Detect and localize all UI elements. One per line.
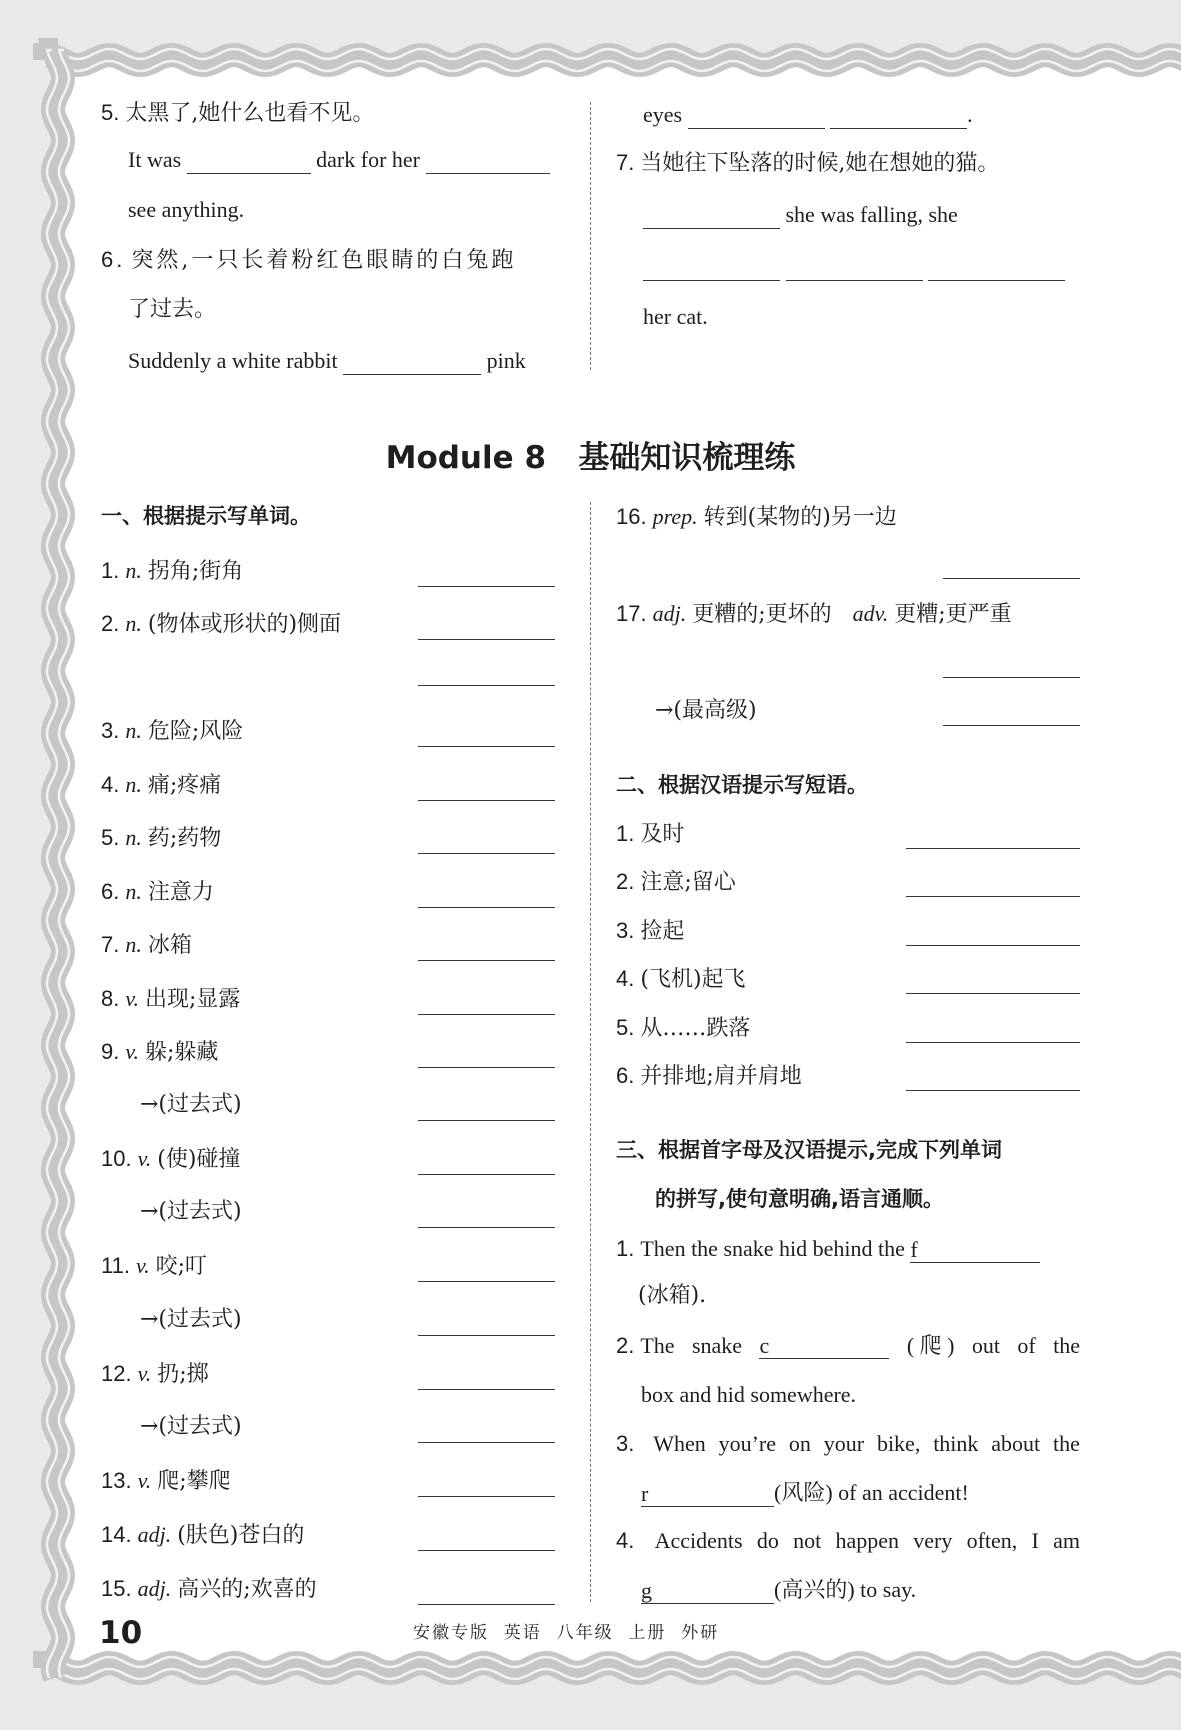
part-of-speech: v. (125, 1039, 139, 1064)
phrase-hint: 并排地;肩并肩地 (640, 1064, 802, 1089)
item-number: 14. (101, 1522, 132, 1547)
answer-blank[interactable] (830, 102, 967, 129)
item-meaning: 痛;疼痛 (147, 773, 222, 798)
question-7-english-cont: her cat. (643, 304, 708, 329)
answer-blank[interactable] (187, 147, 311, 174)
answer-line[interactable] (943, 578, 1080, 579)
item-meaning: 高兴的;欢喜的 (177, 1577, 317, 1602)
item-number: 8. (101, 986, 120, 1011)
question-7-chinese: 7. 当她往下坠落的时候,她在想她的猫。 (616, 150, 1000, 176)
answer-line[interactable] (418, 1281, 555, 1282)
part3-heading-cont: 的拼写,使句意明确,语言通顺。 (655, 1187, 944, 1211)
vocab-item-6 (101, 878, 214, 906)
vocab-item-2 (101, 610, 341, 638)
part3-question-2: 2. The snake c ( 爬 ) out of the (616, 1333, 1080, 1358)
item-meaning: 药;药物 (147, 826, 222, 851)
part3-question-1: 1. Then the snake hid behind the f (616, 1235, 1040, 1263)
word: not (793, 1528, 822, 1553)
item-meaning: 冰箱 (147, 933, 192, 958)
answer-blank[interactable] (343, 348, 481, 375)
answer-line[interactable] (418, 1120, 555, 1121)
item-number: 11. (101, 1253, 130, 1278)
vocab-item-15 (101, 1575, 317, 1603)
part-of-speech: n. (125, 611, 142, 636)
item-meaning: (使)碰撞 (157, 1147, 241, 1172)
vocab-item-17: 17. adj. 更糟的;更坏的 adv. 更糟;更严重 (616, 601, 1012, 627)
part3-question-2-cont: box and hid somewhere. (641, 1382, 857, 1407)
vocab-item-8 (101, 985, 240, 1013)
past-tense-label: →(过去式) (140, 1414, 242, 1439)
word: I (1031, 1528, 1039, 1553)
part3-question-4: 4. Accidents do not happen very often, I am (616, 1528, 1080, 1553)
part2-heading: 二、根据汉语提示写短语。 (616, 773, 868, 797)
vocab-item-7 (101, 931, 192, 959)
vocab-item-13 (101, 1467, 231, 1495)
part3-question-3: 3. When you’re on your bike, think about the (616, 1431, 1080, 1456)
part-of-speech: n. (125, 879, 142, 904)
item-number: 10. (101, 1146, 132, 1171)
part-of-speech: v. (137, 1361, 152, 1386)
answer-blank[interactable] (643, 254, 780, 281)
word: your (823, 1431, 865, 1456)
page-number: 10 (99, 1615, 143, 1651)
answer-line[interactable] (906, 1042, 1080, 1043)
answer-line[interactable] (418, 800, 555, 801)
item-number: 7. (101, 932, 120, 957)
word: do (756, 1528, 779, 1553)
answer-line[interactable] (418, 1389, 555, 1390)
page-title: Module 8 基础知识梳理练 (385, 440, 796, 476)
word: on (788, 1431, 811, 1456)
item-number: 3. (101, 718, 120, 743)
answer-line[interactable] (906, 945, 1080, 946)
item-number: 6. (616, 1063, 635, 1088)
part3-heading: 三、根据首字母及汉语提示,完成下列单词 (616, 1138, 1002, 1162)
part-of-speech: n. (125, 825, 142, 850)
answer-blank[interactable] (688, 102, 825, 129)
item-meaning: 注意力 (147, 880, 214, 905)
part3-question-4-cont: g (高兴的) to say. (641, 1577, 917, 1603)
item-meaning: 危险;风险 (147, 719, 244, 744)
item-number: 15. (101, 1576, 132, 1601)
word: very (913, 1528, 953, 1553)
column-divider-main (590, 502, 591, 1602)
answer-line[interactable] (418, 1067, 555, 1068)
phrase-hint: (飞机)起飞 (640, 967, 746, 992)
answer-line[interactable] (943, 677, 1080, 678)
answer-line[interactable] (418, 1604, 555, 1605)
past-tense-label: →(过去式) (140, 1199, 242, 1224)
answer-line[interactable] (906, 848, 1080, 849)
phrase-item-4 (616, 965, 746, 993)
part-of-speech: n. (125, 772, 142, 797)
word: Accidents (654, 1528, 743, 1553)
past-tense-label: →(过去式) (140, 1092, 242, 1117)
item-number: 5. (616, 1015, 635, 1040)
vocab-item-12 (101, 1360, 209, 1388)
answer-line[interactable] (418, 1442, 555, 1443)
item-meaning: (肤色)苍白的 (177, 1523, 305, 1548)
item-meaning: 出现;显露 (145, 987, 241, 1012)
answer-line[interactable] (906, 1090, 1080, 1091)
phrase-hint: 及时 (640, 822, 685, 847)
part-of-speech: n. (125, 932, 142, 957)
answer-blank[interactable]: r (641, 1480, 774, 1507)
item-number: 13. (101, 1468, 132, 1493)
answer-line[interactable] (418, 853, 555, 854)
word: happen (835, 1528, 899, 1553)
answer-line[interactable] (418, 586, 555, 587)
phrase-item-1 (616, 820, 684, 848)
vocab-item-17-superlative: →(最高级) (655, 698, 757, 723)
item-meaning: 咬;叮 (155, 1254, 208, 1279)
word: the (1053, 1431, 1080, 1456)
word: think (933, 1431, 979, 1456)
item-number: 6. (101, 879, 120, 904)
phrase-hint: 捡起 (640, 919, 685, 944)
question-6-english-cont: eyes . (643, 102, 973, 127)
item-meaning: 爬;攀爬 (157, 1469, 231, 1494)
question-5-english: It was dark for her (128, 146, 550, 174)
item-number: 4. (101, 772, 120, 797)
answer-line[interactable] (418, 1227, 555, 1228)
phrase-item-3 (616, 917, 684, 945)
question-5-english-cont: see anything. (128, 197, 245, 222)
item-number: 1. (101, 558, 120, 583)
item-meaning: (物体或形状的)侧面 (147, 612, 342, 637)
item-meaning: 扔;掷 (157, 1362, 209, 1387)
word: When (653, 1431, 706, 1456)
phrase-item-6 (616, 1062, 802, 1090)
answer-line[interactable] (418, 1496, 555, 1497)
part-of-speech: n. (125, 718, 142, 743)
part-of-speech: v. (125, 986, 139, 1011)
vocab-item-3 (101, 717, 243, 745)
answer-line[interactable] (418, 960, 555, 961)
item-number: 12. (101, 1361, 132, 1386)
question-6-english: Suddenly a white rabbit pink (128, 348, 526, 373)
phrase-hint: 注意;留心 (640, 870, 736, 895)
vocab-item-4 (101, 771, 221, 799)
word: you’re (718, 1431, 777, 1456)
item-number: 2. (101, 611, 120, 636)
answer-line[interactable] (418, 1174, 555, 1175)
part1-heading: 一、根据提示写单词。 (101, 504, 311, 528)
answer-line[interactable] (418, 1550, 555, 1551)
past-tense-label: →(过去式) (140, 1307, 242, 1332)
question-6-chinese: 6. 突然,一只长着粉红色眼睛的白兔跑 (101, 247, 517, 273)
part-of-speech: v. (135, 1253, 150, 1278)
item-number: 1. (616, 821, 635, 846)
phrase-item-2 (616, 868, 736, 896)
answer-line[interactable] (418, 685, 555, 686)
answer-line[interactable] (418, 1335, 555, 1336)
part3-question-1-cont: (冰箱). (638, 1283, 707, 1308)
vocab-item-5 (101, 824, 221, 852)
part3-question-3-cont: r (风险) of an accident! (641, 1480, 969, 1506)
question-7-english: she was falling, she (643, 201, 958, 229)
vocab-item-10 (101, 1145, 240, 1173)
phrase-item-5 (616, 1014, 750, 1042)
item-number: 3. (616, 918, 635, 943)
word: am (1053, 1528, 1080, 1553)
vocab-item-14 (101, 1521, 304, 1549)
answer-blank[interactable]: g (641, 1577, 774, 1604)
answer-line[interactable] (943, 725, 1080, 726)
item-number: 4. (616, 966, 635, 991)
column-divider-top (590, 102, 591, 370)
item-meaning: 躲;躲藏 (145, 1040, 219, 1065)
answer-blank[interactable]: c (759, 1332, 889, 1359)
answer-blank[interactable] (426, 147, 550, 174)
word: about (991, 1431, 1041, 1456)
answer-line[interactable] (906, 993, 1080, 994)
vocab-item-9 (101, 1038, 218, 1066)
question-7-blanks (643, 253, 1065, 281)
question-5-chinese: 5. 太黑了,她什么也看不见。 (101, 100, 375, 126)
phrase-hint: 从……跌落 (640, 1016, 751, 1041)
word: bike, (876, 1431, 921, 1456)
answer-blank[interactable] (928, 254, 1065, 281)
footer-book-info: 安徽专版 英语 八年级 上册 外研 (413, 1623, 720, 1643)
question-6-chinese-cont: 了过去。 (128, 297, 217, 322)
part-of-speech: adj. (137, 1522, 172, 1547)
answer-line[interactable] (418, 907, 555, 908)
item-number: 5. (101, 825, 120, 850)
answer-line[interactable] (418, 1014, 555, 1015)
item-number: 2. (616, 869, 635, 894)
part-of-speech: adj. (137, 1576, 172, 1601)
item-number: 9. (101, 1039, 120, 1064)
vocab-item-11 (101, 1252, 207, 1280)
answer-line[interactable] (418, 746, 555, 747)
vocab-item-1 (101, 557, 243, 585)
answer-line[interactable] (418, 639, 555, 640)
part-of-speech: v. (137, 1468, 152, 1493)
item-meaning: 拐角;街角 (147, 559, 244, 584)
answer-line[interactable] (906, 896, 1080, 897)
vocab-item-16: 16. prep. 转到(某物的)另一边 (616, 504, 897, 530)
part-of-speech: n. (125, 558, 142, 583)
answer-blank[interactable] (786, 254, 923, 281)
answer-blank[interactable]: f (910, 1236, 1040, 1263)
answer-blank[interactable] (643, 202, 780, 229)
word: often, (966, 1528, 1018, 1553)
part-of-speech: v. (137, 1146, 152, 1171)
